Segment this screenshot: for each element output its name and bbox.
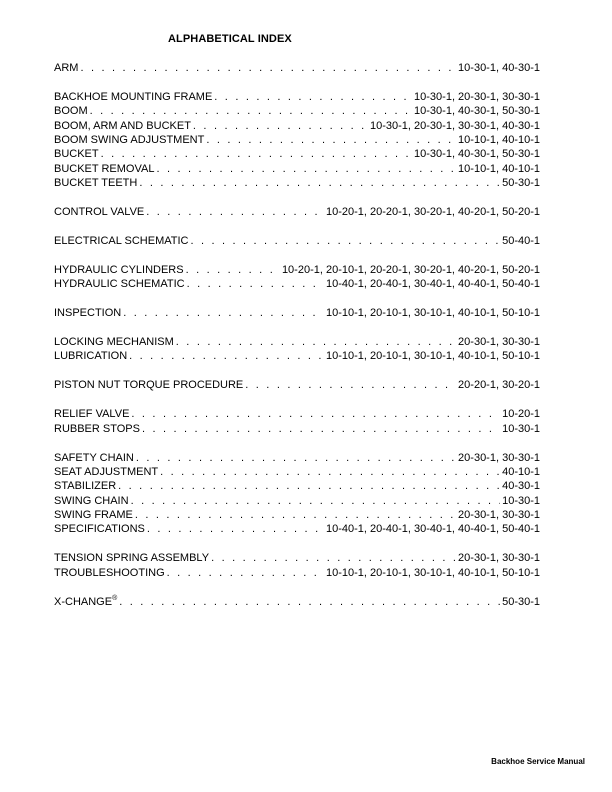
index-term [54,162,156,176]
index-pages: 50-30-1 [502,177,540,190]
index-pages: 10-20-1, 20-20-1, 30-20-1, 40-20-1, 50-20-1 [325,206,540,219]
index-entry [54,104,540,118]
index-term-text: TROUBLESHOOTING [54,566,165,579]
index-entry [54,133,540,147]
dot-leader [139,176,500,190]
index-term-text: CONTROL VALVE [54,206,145,219]
index-term-text: BUCKET REMOVAL [54,162,155,175]
index-entry [54,119,540,133]
dot-leader [156,162,456,176]
index-term-text: BOOM, ARM AND BUCKET [54,119,191,132]
index-pages: 10-30-1, 20-30-1, 30-30-1, 40-30-1 [370,119,540,132]
index-term-text: BACKHOE MOUNTING FRAME [54,90,213,103]
dot-leader [147,522,324,536]
index-term-text: HYDRAULIC SCHEMATIC [54,278,185,291]
index-term-text: LUBRICATION [54,350,128,363]
index-term [54,422,142,436]
index-term [54,61,80,75]
index-entry [54,306,540,320]
index-pages: 40-30-1 [502,480,540,493]
index-entry [54,451,540,465]
dot-leader [101,147,412,161]
index-group [54,407,540,436]
dot-leader [186,263,280,277]
index-entry [54,422,540,436]
index-term-text: INSPECTION [54,307,122,320]
index-term [54,147,101,161]
index-list [54,61,540,624]
index-group [54,263,540,292]
index-group [54,205,540,219]
index-group [54,61,540,75]
index-entry [54,162,540,176]
index-pages: 20-30-1, 30-30-1 [458,451,540,464]
dot-leader [245,378,456,392]
index-pages: 10-40-1, 20-40-1, 30-40-1, 40-40-1, 50-40-1 [325,523,540,536]
dot-leader [118,479,500,493]
index-term [54,566,167,580]
index-entry [54,205,540,219]
index-entry [54,508,540,522]
index-term-text: RUBBER STOPS [54,422,140,435]
index-group [54,378,540,392]
index-pages: 10-30-1, 20-30-1, 30-30-1 [414,90,540,103]
dot-leader [142,422,500,436]
index-term-text: LOCKING MECHANISM [54,336,174,349]
dot-leader [119,595,500,609]
index-pages: 10-10-1, 40-10-1 [458,162,540,175]
index-pages: 10-30-1, 40-30-1, 50-30-1 [414,105,540,118]
index-term [54,90,214,104]
index-pages: 10-10-1, 20-10-1, 30-10-1, 40-10-1, 50-10-1 [325,350,540,363]
index-term-text: X-CHANGE [54,595,113,608]
dot-leader [190,234,500,248]
index-term [54,176,139,190]
index-entry [54,551,540,565]
index-term-text: ARM [54,62,79,74]
dot-leader [160,465,500,479]
index-pages: 10-10-1, 40-10-1 [458,134,540,147]
registered-mark: ® [112,594,118,602]
footer-manual-name: Backhoe Service Manual [491,757,585,766]
dot-leader [193,119,368,133]
index-pages: 20-30-1, 30-30-1 [458,552,540,565]
index-entry [54,595,540,609]
index-entry [54,234,540,248]
index-term [54,494,131,508]
index-term-text: RELIEF VALVE [54,408,130,421]
index-term-text: SEAT ADJUSTMENT [54,465,159,478]
index-term-text: BUCKET [54,148,99,161]
index-pages: 40-10-1 [502,465,540,478]
index-group [54,90,540,191]
index-group [54,306,540,320]
index-group [54,335,540,364]
index-term [54,335,176,349]
dot-leader [167,566,324,580]
index-group [54,595,540,609]
index-entry [54,263,540,277]
index-term [54,133,206,147]
index-term [54,595,119,609]
index-pages: 10-40-1, 20-40-1, 30-40-1, 40-40-1, 50-40-1 [325,278,540,291]
index-term [54,277,187,291]
index-term-text: BOOM SWING ADJUSTMENT [54,134,205,147]
dot-leader [123,306,324,320]
index-entry [54,378,540,392]
index-entry [54,349,540,363]
index-group [54,234,540,248]
index-term [54,508,135,522]
index-entry [54,566,540,580]
index-term [54,522,147,536]
index-term [54,205,146,219]
index-entry [54,479,540,493]
dot-leader [187,277,324,291]
dot-leader [131,494,501,508]
index-group [54,551,540,580]
index-term-text: SWING FRAME [54,509,133,522]
index-pages: 20-30-1, 30-30-1 [458,336,540,349]
index-pages: 10-30-1 [502,494,540,507]
index-entry [54,335,540,349]
index-pages: 10-30-1, 40-30-1, 50-30-1 [414,148,540,161]
index-pages: 10-10-1, 20-10-1, 30-10-1, 40-10-1, 50-10-1 [325,566,540,579]
index-pages: 50-40-1 [502,235,540,248]
dot-leader [206,133,456,147]
index-term [54,349,129,363]
index-term-text: BUCKET TEETH [54,177,138,190]
index-pages: 20-20-1, 30-20-1 [458,379,540,392]
index-group [54,451,540,537]
index-pages: 10-30-1, 40-30-1 [458,62,540,74]
dot-leader [136,451,456,465]
dot-leader [176,335,456,349]
index-pages: 10-30-1 [502,422,540,435]
index-entry [54,465,540,479]
index-term-text: PISTON NUT TORQUE PROCEDURE [54,379,244,392]
index-pages: 20-30-1, 30-30-1 [458,509,540,522]
index-term-text: SPECIFICATIONS [54,523,145,536]
index-title: ALPHABETICAL INDEX [168,33,292,45]
index-entry [54,277,540,291]
dot-leader [131,407,500,421]
index-pages: 10-10-1, 20-10-1, 30-10-1, 40-10-1, 50-10-1 [325,307,540,320]
index-entry [54,176,540,190]
index-term-text: SAFETY CHAIN [54,451,134,464]
index-entry [54,61,540,75]
index-term [54,551,211,565]
index-term [54,479,118,493]
dot-leader [129,349,324,363]
index-term-text: ELECTRICAL SCHEMATIC [54,235,189,248]
index-term-text: TENSION SPRING ASSEMBLY [54,552,210,565]
index-term [54,407,131,421]
index-term [54,104,90,118]
dot-leader [80,61,456,75]
index-term [54,465,160,479]
index-term [54,306,123,320]
index-term-text: BOOM [54,105,88,118]
index-term [54,119,193,133]
index-entry [54,147,540,161]
index-term [54,451,136,465]
dot-leader [146,205,324,219]
dot-leader [90,104,412,118]
index-term [54,378,245,392]
dot-leader [135,508,456,522]
index-pages: 50-30-1 [502,595,540,608]
index-entry [54,90,540,104]
index-entry [54,494,540,508]
index-term [54,234,190,248]
index-term-text: HYDRAULIC CYLINDERS [54,263,184,276]
index-entry [54,522,540,536]
index-term [54,263,186,277]
dot-leader [211,551,456,565]
index-entry [54,407,540,421]
index-term-text: STABILIZER [54,480,117,493]
index-term-text: SWING CHAIN [54,494,129,507]
index-pages: 10-20-1, 20-10-1, 20-20-1, 30-20-1, 40-20-1, 50-20-1 [281,263,540,276]
index-pages: 10-20-1 [502,408,540,421]
dot-leader [214,90,412,104]
